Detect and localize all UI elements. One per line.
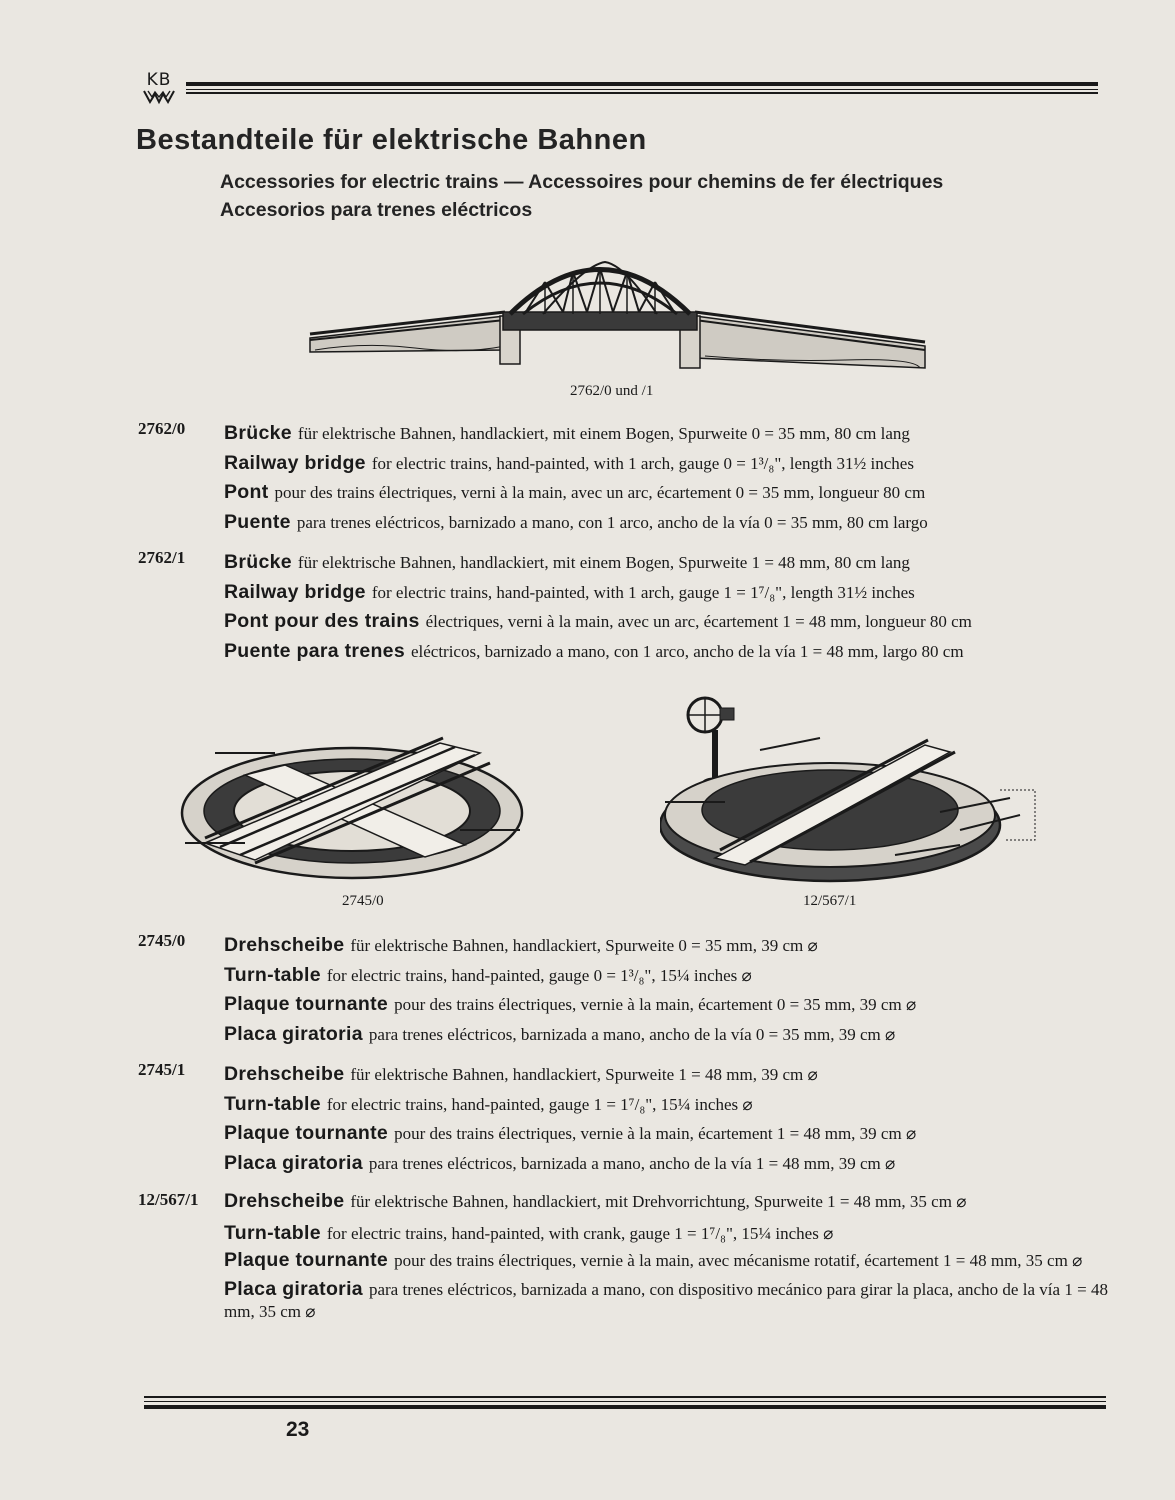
description-es: [224, 637, 1108, 667]
page-subtitle-es: Accesorios para trenes eléctricos: [220, 199, 533, 221]
text-fr: pour des trains électriques, vernie à la main, avec mécanisme rotatif, écartement 1 = 48 mm, 35 cm ⌀: [394, 1250, 1083, 1270]
text-es: para trenes eléctricos, barnizado a mano, con 1 arco, ancho de la vía 0 = 35 mm, 80 cm largo: [296, 512, 928, 532]
product-code: 2745/1: [138, 1060, 186, 1079]
description-de: [224, 419, 1108, 449]
label-en: Turn-table: [224, 963, 321, 986]
page-subtitle-en-fr: Accessories for electric trains — Accessoires pour chemins de fer électriques: [220, 171, 944, 193]
turntable-illustration: [175, 735, 530, 885]
description-en: [224, 1219, 1108, 1249]
description-de: [224, 1190, 1108, 1213]
publisher-logo: [140, 72, 178, 105]
logo-letters: KB: [146, 70, 172, 90]
label-en: Turn-table: [224, 1222, 321, 1244]
description-es: [224, 1278, 1108, 1323]
description-de: [224, 931, 1108, 961]
label-es: Placa giratoria: [224, 1022, 363, 1045]
label-fr: Pont: [224, 481, 269, 503]
label-de: Drehscheibe: [224, 934, 345, 956]
text-es: eléctricos, barnizado a mano, con 1 arco, ancho de la vía 1 = 48 mm, largo 80 cm: [410, 641, 964, 661]
crank-turntable-caption: 12/567/1: [803, 893, 857, 909]
product-entry-2745-0: [138, 931, 1108, 1049]
label-fr: Plaque tournante: [224, 1122, 389, 1144]
description-fr: [224, 990, 1108, 1020]
label-es: Placa giratoria: [224, 1277, 363, 1300]
product-entry-12-567-1: [138, 1190, 1108, 1329]
description-fr: [224, 1119, 1108, 1149]
label-de: Drehscheibe: [224, 1190, 345, 1212]
header-rule-top: [186, 82, 1098, 86]
label-de: Drehscheibe: [224, 1063, 345, 1085]
product-code: 2762/1: [138, 548, 186, 567]
description-es: [224, 1020, 1108, 1050]
text-es: para trenes eléctricos, barnizada a mano, con dispositivo mecánico para girar la placa, ancho de la vía 1 = 48 mm, 35 cm ⌀: [224, 1279, 1108, 1321]
description-de: [224, 548, 1108, 578]
label-en: Railway bridge: [224, 451, 366, 474]
page-number: 23: [286, 1418, 310, 1441]
text-es: para trenes eléctricos, barnizada a mano, ancho de la vía 0 = 35 mm, 39 cm ⌀: [368, 1024, 896, 1044]
product-code: 2762/0: [138, 419, 186, 438]
footer-rule-top: [144, 1396, 1106, 1398]
label-es: Puente para trenes: [224, 639, 405, 662]
product-code: 2745/0: [138, 931, 186, 950]
text-de: für elektrische Bahnen, handlackiert, mit Drehvorrichtung, Spurweite 1 = 48 mm, 35 cm ⌀: [350, 1192, 967, 1211]
label-es: Puente: [224, 510, 291, 533]
description-fr: [224, 478, 1108, 508]
label-de: Brücke: [224, 551, 292, 573]
text-de: für elektrische Bahnen, handlackiert, mit einem Bogen, Spurweite 1 = 48 mm, 80 cm lang: [297, 553, 910, 572]
label-en: Turn-table: [224, 1092, 321, 1115]
text-es: para trenes eléctricos, barnizada a mano, ancho de la vía 1 = 48 mm, 39 cm ⌀: [368, 1153, 896, 1173]
railway-bridge-illustration: [305, 250, 930, 385]
description-es: [224, 1149, 1108, 1179]
description-fr: [224, 1249, 1108, 1272]
description-de: [224, 1060, 1108, 1090]
footer-rule-bottom: [144, 1405, 1106, 1409]
logo-wings-icon: [142, 89, 176, 105]
text-en: for electric trains, hand-painted, with 1 arch, gauge 0 = 1³/₈", length 31½ inches: [371, 453, 914, 473]
text-de: für elektrische Bahnen, handlackiert, Spurweite 0 = 35 mm, 39 cm ⌀: [350, 936, 818, 955]
bridge-caption: 2762/0 und /1: [570, 383, 654, 399]
header-rule-bottom: [186, 92, 1098, 94]
text-fr: pour des trains électriques, vernie à la main, écartement 1 = 48 mm, 39 cm ⌀: [394, 1124, 917, 1143]
label-fr: Plaque tournante: [224, 1248, 389, 1271]
turntable-caption: 2745/0: [342, 893, 384, 909]
label-en: Railway bridge: [224, 580, 366, 603]
text-en: for electric trains, hand-painted, gauge 0 = 1³/₈", 15¼ inches ⌀: [326, 965, 752, 985]
description-es: [224, 508, 1108, 538]
text-de: für elektrische Bahnen, handlackiert, mit einem Bogen, Spurweite 0 = 35 mm, 80 cm lang: [297, 424, 910, 443]
page-title: Bestandteile für elektrische Bahnen: [136, 124, 647, 156]
product-entry-2762-1: [138, 548, 1108, 666]
description-en: [224, 961, 1108, 991]
text-fr: électriques, verni à la main, avec un arc, écartement 1 = 48 mm, longueur 80 cm: [425, 612, 972, 631]
crank-turntable-illustration: [660, 690, 1040, 885]
description-en: [224, 1090, 1108, 1120]
text-fr: pour des trains électriques, verni à la main, avec un arc, écartement 0 = 35 mm, longueur 80 cm: [274, 483, 926, 502]
product-entry-2762-0: [138, 419, 1108, 537]
footer-rule-thin: [144, 1401, 1106, 1402]
text-en: for electric trains, hand-painted, gauge 1 = 1⁷/₈", 15¼ inches ⌀: [326, 1094, 753, 1114]
text-en: for electric trains, hand-painted, with crank, gauge 1 = 1⁷/₈", 15¼ inches ⌀: [326, 1224, 834, 1243]
label-fr: Pont pour des trains: [224, 610, 420, 632]
text-de: für elektrische Bahnen, handlackiert, Spurweite 1 = 48 mm, 39 cm ⌀: [350, 1065, 818, 1084]
label-fr: Plaque tournante: [224, 993, 389, 1015]
text-fr: pour des trains électriques, vernie à la main, écartement 0 = 35 mm, 39 cm ⌀: [394, 995, 917, 1014]
label-es: Placa giratoria: [224, 1151, 363, 1174]
label-de: Brücke: [224, 422, 292, 444]
description-en: [224, 449, 1108, 479]
product-entry-2745-1: [138, 1060, 1108, 1178]
text-en: for electric trains, hand-painted, with 1 arch, gauge 1 = 1⁷/₈", length 31½ inches: [371, 582, 915, 602]
description-en: [224, 578, 1108, 608]
product-code: 12/567/1: [138, 1190, 199, 1209]
header-rule-thin: [186, 89, 1098, 90]
description-fr: [224, 607, 1108, 637]
